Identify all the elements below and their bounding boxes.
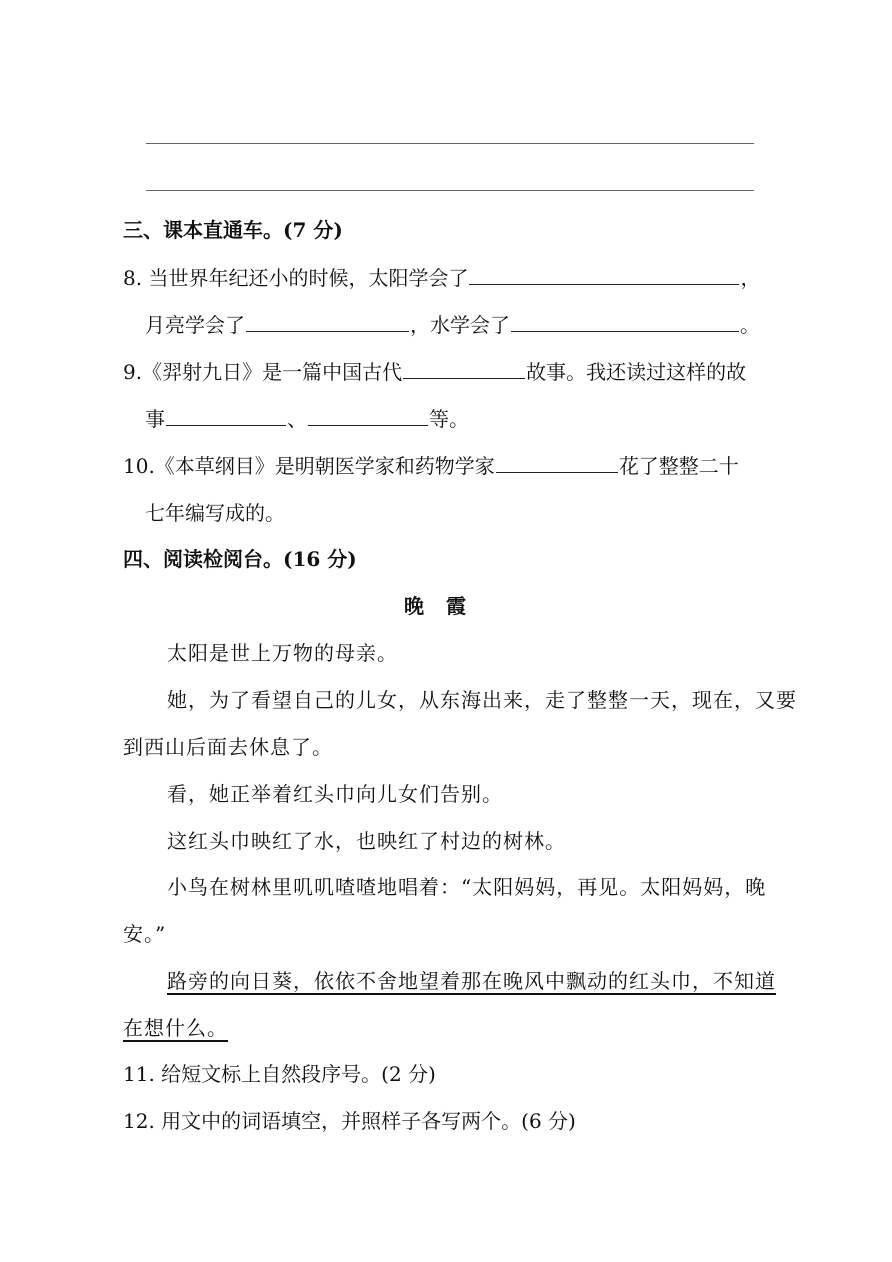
answer-blank[interactable] [511, 311, 739, 332]
question-10-line-2: 七年编写成的。 [145, 501, 285, 525]
underlined-sentence: 路旁的向日葵，依依不舍地望着那在晚风中飘动的红头巾，不知道 [167, 969, 776, 993]
question-9-line-2 [145, 405, 469, 433]
answer-blank[interactable] [403, 358, 525, 379]
question-text: 10.《本草纲目》是明朝医学家和药物学家 [123, 454, 495, 478]
answer-blank[interactable] [496, 452, 618, 473]
question-10-line-1 [123, 452, 739, 480]
passage-paragraph: 太阳是世上万物的母亲。 [167, 641, 398, 665]
passage-paragraph: 看，她正举着红头巾向儿女们告别。 [167, 782, 503, 806]
question-text: ，水学会了 [410, 313, 510, 337]
question-text: 8. 当世界年纪还小的时候，太阳学会了 [123, 266, 469, 290]
answer-line [146, 190, 754, 191]
question-text: 、 [287, 407, 307, 431]
answer-line [146, 143, 754, 144]
passage-paragraph: 小鸟在树林里叽叽喳喳地唱着：“太阳妈妈，再见。太阳妈妈，晚 [167, 875, 767, 899]
question-9-line-1 [123, 358, 746, 386]
answer-blank[interactable] [469, 264, 739, 285]
answer-blank[interactable] [308, 405, 428, 426]
passage-paragraph-continued: 到西山后面去休息了。 [123, 735, 333, 759]
section-heading: 四、阅读检阅台。(16 分) [123, 547, 357, 571]
question-text: 。 [740, 313, 760, 337]
question-11: 11. 给短文标上自然段序号。(2 分) [123, 1062, 436, 1086]
passage-title: 晚霞 [404, 594, 488, 618]
passage-paragraph: 这红头巾映红了水，也映红了村边的树林。 [167, 829, 566, 853]
question-12: 12. 用文中的词语填空，并照样子各写两个。(6 分) [123, 1109, 576, 1133]
question-8-line-1 [123, 264, 760, 292]
passage-paragraph: 她，为了看望自己的儿女，从东海出来，走了整整一天，现在，又要 [167, 688, 797, 712]
answer-blank[interactable] [246, 311, 409, 332]
passage-paragraph-continued: 安。” [123, 922, 167, 946]
question-text: ， [740, 266, 761, 290]
answer-blank[interactable] [166, 405, 286, 426]
question-text: 花了整整二十 [618, 454, 739, 478]
question-text: 等。 [429, 407, 469, 431]
question-8-line-2 [145, 311, 760, 339]
question-text: 故事。我还读过这样的故 [526, 360, 747, 384]
question-text: 月亮学会了 [145, 313, 245, 337]
question-text: 事 [145, 407, 165, 431]
underlined-sentence-continued: 在想什么。 [123, 1016, 228, 1040]
section-heading: 三、课本直通车。(7 分) [123, 218, 343, 242]
question-text: 9.《羿射九日》是一篇中国古代 [123, 360, 403, 384]
